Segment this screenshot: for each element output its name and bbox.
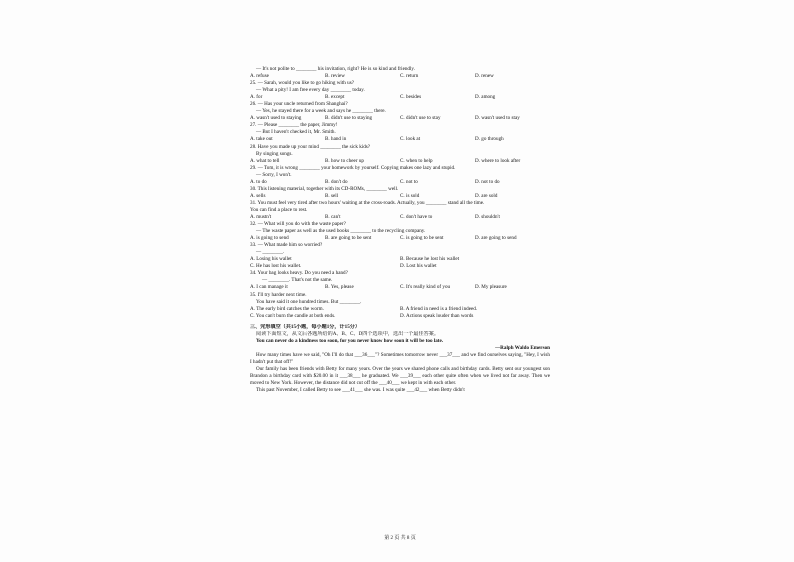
answer-option: B. except: [325, 94, 345, 101]
answer-option: B. Yes, please: [325, 284, 354, 291]
answer-option: A. wasn't used to staying: [250, 115, 302, 122]
answer-option: D. Actions speak louder than words: [400, 312, 474, 319]
answer-options: [250, 136, 550, 143]
text-line: 30. This listening material, together with its CD-ROMs, ________ well.: [250, 185, 399, 192]
answer-option: D. My pleasure: [475, 284, 507, 291]
answer-option: A. to do: [250, 178, 267, 185]
answer-options: [250, 313, 550, 320]
answer-option: B. Because he lost his wallet: [400, 256, 460, 263]
answer-option: D. where to look after: [475, 157, 521, 164]
answer-option: C. when to help: [400, 157, 433, 164]
text-line: 33. — What made him so worried?: [250, 242, 323, 249]
answer-option: C. not to: [400, 178, 418, 185]
answer-option: C. didn't use to stay: [400, 115, 441, 122]
cloze-paragraph: Our family has been friends with Betty for many years. Over the years we shared phone calls and birthday cards. Betty sent our youngest son Brandon a birthday card with $20.00 in it ___38___ he graduated. We ___39___ each other quite often when we lived not far away. Then we moved to New York. However, the distance did not cut off the ___40___ we kept in with each other.: [250, 365, 550, 387]
text-line: 25. — Sarah, would you like to go hiking with us?: [250, 80, 354, 87]
text-line: By singing songs.: [256, 150, 293, 157]
text-line: — It's not polite to ________ his invitation, right? He is so kind and friendly.: [256, 66, 415, 72]
answer-options: [250, 306, 550, 313]
text-line: 29. — Tom, it is wrong ________ your homework by yourself. Copying makes one lazy and stupid.: [250, 164, 456, 171]
text-line: 阅读下面短文，从文后各题所给的A、B、C、D四个选项中，选出一个最佳答案。: [256, 330, 439, 337]
text-line: 35. I'll try harder next time.: [250, 291, 307, 298]
text-line: — But I haven't checked it, Mr. Smith.: [256, 129, 336, 136]
answer-option: B. can't: [325, 213, 341, 220]
answer-option: D. go through: [475, 136, 504, 143]
text-line: 32. — What will you do with the waste paper?: [250, 221, 346, 228]
answer-option: A. Losing his wallet: [250, 256, 292, 263]
answer-options: [250, 193, 550, 200]
text-line: 27. — Please ________ the paper, Jimmy!: [250, 122, 338, 129]
answer-option: C. is sold: [400, 192, 420, 199]
answer-option: C. He has lost his wallet.: [250, 263, 302, 270]
text-line: 三、完形填空（共15小题，每小题1分，计15分）: [250, 323, 360, 330]
text-line: — What a pity! I am free every day ________ today.: [256, 87, 365, 94]
answer-options: [250, 214, 550, 221]
answer-option: B. didn't use to staying: [325, 115, 373, 122]
answer-option: B. review: [325, 73, 345, 80]
answer-option: A. mustn't: [250, 213, 272, 220]
answer-option: A. is going to send: [250, 235, 289, 242]
exam-sheet: [250, 66, 550, 548]
answer-option: B. how to cheer up: [325, 157, 364, 164]
answer-option: D. not to do: [475, 178, 500, 185]
answer-option: A. The early bird catches the worm.: [250, 305, 324, 312]
answer-option: D. Lost his wallet: [400, 263, 437, 270]
text-line: 34. Your bag looks heavy. Do you need a hand?: [250, 270, 348, 277]
answer-option: A. take out: [250, 136, 273, 143]
answer-options: [250, 179, 550, 186]
answer-option: C. You can't burn the candle at both ends.: [250, 312, 336, 319]
answer-option: C. is going to be sent: [400, 235, 444, 242]
text-line: You can never do a kindness too soon, for you never know how soon it will be too late.: [256, 337, 444, 344]
answer-options: [250, 284, 550, 291]
cloze-paragraph: This past November, I called Betty to see ___41___ she was. I was quite ___42___ when Betty didn't: [256, 387, 465, 394]
answer-option: D. among: [475, 94, 496, 101]
answer-option: D. wasn't used to stay: [475, 115, 520, 122]
answer-option: B. are going to be sent: [325, 235, 372, 242]
answer-option: B. A friend in need is a friend indeed.: [400, 305, 478, 312]
text-line: You have said it one hundred times. But ________.: [256, 298, 362, 305]
answer-option: D. are sold: [475, 192, 498, 199]
answer-option: B. don't do: [325, 178, 348, 185]
answer-option: B. hand in: [325, 136, 347, 143]
answer-option: A. refuse: [250, 73, 269, 80]
text-line: — Yes, he stayed there for a week and says he ________ there.: [256, 108, 386, 115]
answer-options: [250, 158, 550, 165]
text-line: — Sorry, I won't.: [256, 171, 292, 178]
text-line: — ________. That's not the same.: [262, 277, 333, 284]
page-footer: 第 2 页 共 8 页: [384, 535, 416, 541]
answer-option: A. what to tell: [250, 157, 280, 164]
answer-options: [250, 263, 550, 270]
text-line: 28. Have you made up your mind ________ the sick kids?: [250, 143, 371, 150]
answer-option: C. don't have to: [400, 213, 433, 220]
text-line: You can find a place to rest.: [250, 206, 308, 213]
cloze-paragraph: How many times have we said, "Oh I'll do that ___36___"? Sometimes tomorrow never ___37___ and we find ourselves saying, "Hey, I wish I hadn't put that off!": [250, 351, 550, 365]
answer-option: C. It's really kind of you: [400, 284, 451, 291]
answer-options: [250, 115, 550, 122]
text-line: —Ralph Waldo Emerson: [495, 344, 550, 351]
answer-option: A. sells: [250, 192, 266, 199]
answer-option: D. renew: [475, 73, 494, 80]
answer-options: [250, 94, 550, 101]
answer-option: D. are going to send: [475, 235, 517, 242]
text-line: — ________.: [256, 249, 285, 256]
answer-option: C. return: [400, 73, 419, 80]
answer-options: [250, 256, 550, 263]
text-line: 31. You must feel very tired after two hours' waiting at the cross-roads. Actually, you ________ stand all the time.: [250, 199, 485, 206]
answer-options: [250, 235, 550, 242]
answer-option: C. besides: [400, 94, 422, 101]
answer-option: C. look at: [400, 136, 421, 143]
text-line: 26. — Has your uncle returned from Shanghai?: [250, 101, 348, 108]
answer-option: A. I can manage it: [250, 284, 288, 291]
answer-options: [250, 73, 550, 80]
answer-option: D. shouldn't: [475, 213, 500, 220]
answer-option: B. sell: [325, 192, 339, 199]
answer-option: A. for: [250, 94, 263, 101]
text-line: — The waste paper as well as the used books ________ to the recycling company.: [256, 228, 426, 235]
